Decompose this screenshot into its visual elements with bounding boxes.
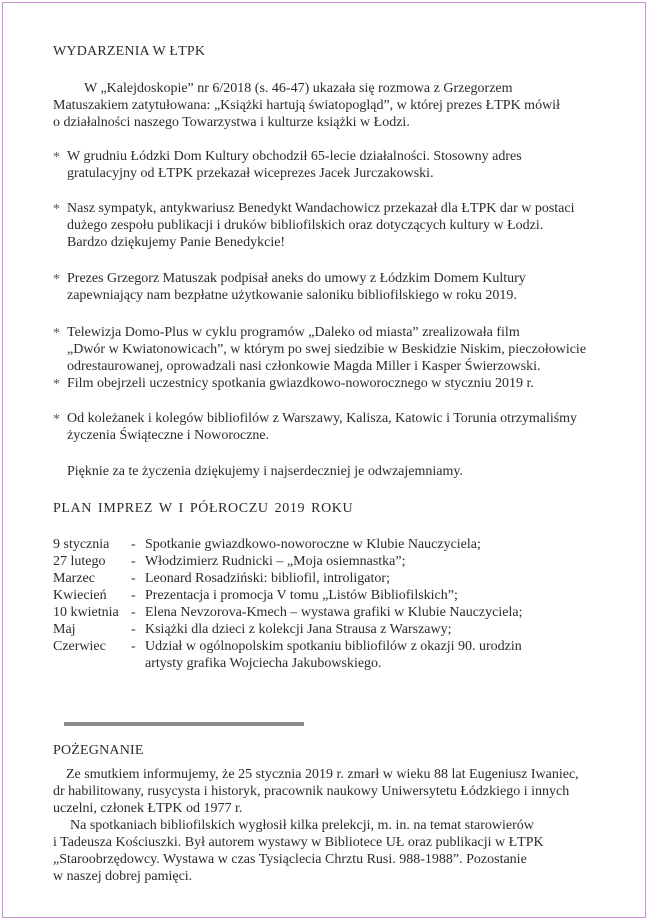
bullet-marker: * bbox=[53, 412, 60, 427]
schedule-description: Prezentacja i promocja V tomu „Listów Bibliofilskich”; bbox=[145, 588, 458, 603]
schedule-date: Marzec bbox=[53, 571, 95, 586]
bullet-4-line-3: odrestaurowanej, oprowadzali nasi członkowie Magda Miller i Kasper Świerzowski. bbox=[67, 359, 541, 374]
schedule-date: 9 stycznia bbox=[53, 537, 110, 552]
schedule-dash: - bbox=[131, 622, 136, 637]
bullet-2-line-1: Nasz sympatyk, antykwariusz Benedykt Wandachowicz przekazał dla ŁTPK dar w postaci bbox=[67, 201, 575, 216]
schedule-date: Maj bbox=[53, 622, 76, 637]
section-title-events: WYDARZENIA W ŁTPK bbox=[53, 44, 206, 59]
intro-line-2: Matuszakiem zatytułowana: „Książki hartują światopogląd”, w której prezes ŁTPK mówił bbox=[53, 98, 560, 113]
bullet-1-line-2: gratulacyjny od ŁTPK przekazał wiceprezes Jacek Jurczakowski. bbox=[67, 166, 434, 181]
bullet-marker: * bbox=[53, 326, 60, 341]
bullet-6-line-1: Od koleżanek i kolegów bibliofilów z Warszawy, Kalisza, Katowic i Torunia otrzymaliśmy bbox=[67, 411, 578, 426]
schedule-description: Książki dla dzieci z kolekcji Jana Strausa z Warszawy; bbox=[145, 622, 452, 637]
schedule-description: Elena Nevzorova-Kmech – wystawa grafiki w Klubie Nauczyciela; bbox=[145, 605, 523, 620]
schedule-dash: - bbox=[131, 639, 136, 654]
document-page bbox=[2, 2, 646, 918]
farewell-title: POŻEGNANIE bbox=[53, 743, 144, 758]
bullet-3-line-1: Prezes Grzegorz Matuszak podpisał aneks do umowy z Łódzkim Domem Kultury bbox=[67, 271, 526, 286]
section-divider bbox=[64, 722, 304, 726]
bullet-2-line-3: Bardzo dziękujemy Panie Benedykcie! bbox=[67, 235, 286, 250]
farewell-line-3: uczelni, członek ŁTPK od 1977 r. bbox=[53, 801, 243, 816]
farewell-line-7: w naszej dobrej pamięci. bbox=[53, 869, 193, 884]
schedule-date: Kwiecień bbox=[53, 588, 107, 603]
schedule-date: Czerwiec bbox=[53, 639, 106, 654]
closing-text: Pięknie za te życzenia dziękujemy i najserdeczniej je odwzajemniamy. bbox=[67, 464, 463, 479]
schedule-dash: - bbox=[131, 571, 136, 586]
bullet-6-line-2: życzenia Świąteczne i Noworoczne. bbox=[67, 428, 270, 443]
bullet-1-line-1: W grudniu Łódzki Dom Kultury obchodził 65-lecie działalności. Stosowny adres bbox=[67, 149, 522, 164]
schedule-description: Włodzimierz Rudnicki – „Moja osiemnastka”; bbox=[145, 554, 406, 569]
schedule-dash: - bbox=[131, 554, 136, 569]
schedule-date: 10 kwietnia bbox=[53, 605, 119, 620]
farewell-line-5: i Tadeusza Kościuszki. Był autorem wystawy w Bibliotece UŁ oraz publikacji w ŁTPK bbox=[53, 835, 544, 850]
bullet-marker: * bbox=[53, 150, 60, 165]
intro-line-3: o działalności naszego Towarzystwa i kulturze książki w Łodzi. bbox=[53, 115, 410, 130]
schedule-description: Spotkanie gwiazdkowo-noworoczne w Klubie Nauczyciela; bbox=[145, 537, 481, 552]
bullet-5-line-1: Film obejrzeli uczestnicy spotkania gwiazdkowo-noworocznego w styczniu 2019 r. bbox=[67, 376, 534, 391]
bullet-3-line-2: zapewniający nam bezpłatne użytkowanie saloniku bibliofilskiego w roku 2019. bbox=[67, 288, 517, 303]
schedule-dash: - bbox=[131, 537, 136, 552]
intro-line-1: W „Kalejdoskopie” nr 6/2018 (s. 46-47) ukazała się rozmowa z Grzegorzem bbox=[84, 81, 513, 96]
farewell-line-2: dr habilitowany, rusycysta i historyk, pracownik naukowy Uniwersytetu Łódzkiego i innych bbox=[53, 784, 570, 799]
bullet-2-line-2: dużego zespołu publikacji i druków bibliofilskich oraz dotyczących kultury w Łodzi. bbox=[67, 218, 544, 233]
bullet-marker: * bbox=[53, 272, 60, 287]
schedule-dash: - bbox=[131, 588, 136, 603]
farewell-line-6: „Staroobrzędowcy. Wystawa w czas Tysiąclecia Chrztu Rusi. 988-1988”. Pozostanie bbox=[53, 852, 527, 867]
farewell-line-1: Ze smutkiem informujemy, że 25 stycznia 2019 r. zmarł w wieku 88 lat Eugeniusz Iwaniec, bbox=[66, 767, 579, 782]
bullet-marker: * bbox=[53, 202, 60, 217]
schedule-description: Leonard Rosadziński: bibliofil, introligator; bbox=[145, 571, 390, 586]
farewell-line-4: Na spotkaniach bibliofilskich wygłosił kilka prelekcji, m. in. na temat starowierów bbox=[70, 818, 534, 833]
bullet-4-line-2: „Dwór w Kwiatonowicach”, w którym po swej siedzibie w Beskidzie Niskim, pieczołowicie bbox=[67, 342, 587, 357]
schedule-description: Udział w ogólnopolskim spotkaniu bibliofilów z okazji 90. urodzin bbox=[145, 639, 522, 654]
schedule-date: 27 lutego bbox=[53, 554, 106, 569]
bullet-marker: * bbox=[53, 377, 60, 392]
schedule-description-continuation: artysty grafika Wojciecha Jakubowskiego. bbox=[145, 656, 382, 671]
plan-title: PLAN IMPREZ W I PÓŁROCZU 2019 ROKU bbox=[53, 501, 354, 516]
schedule-dash: - bbox=[131, 605, 136, 620]
bullet-4-line-1: Telewizja Domo-Plus w cyklu programów „Daleko od miasta” zrealizowała film bbox=[67, 325, 520, 340]
